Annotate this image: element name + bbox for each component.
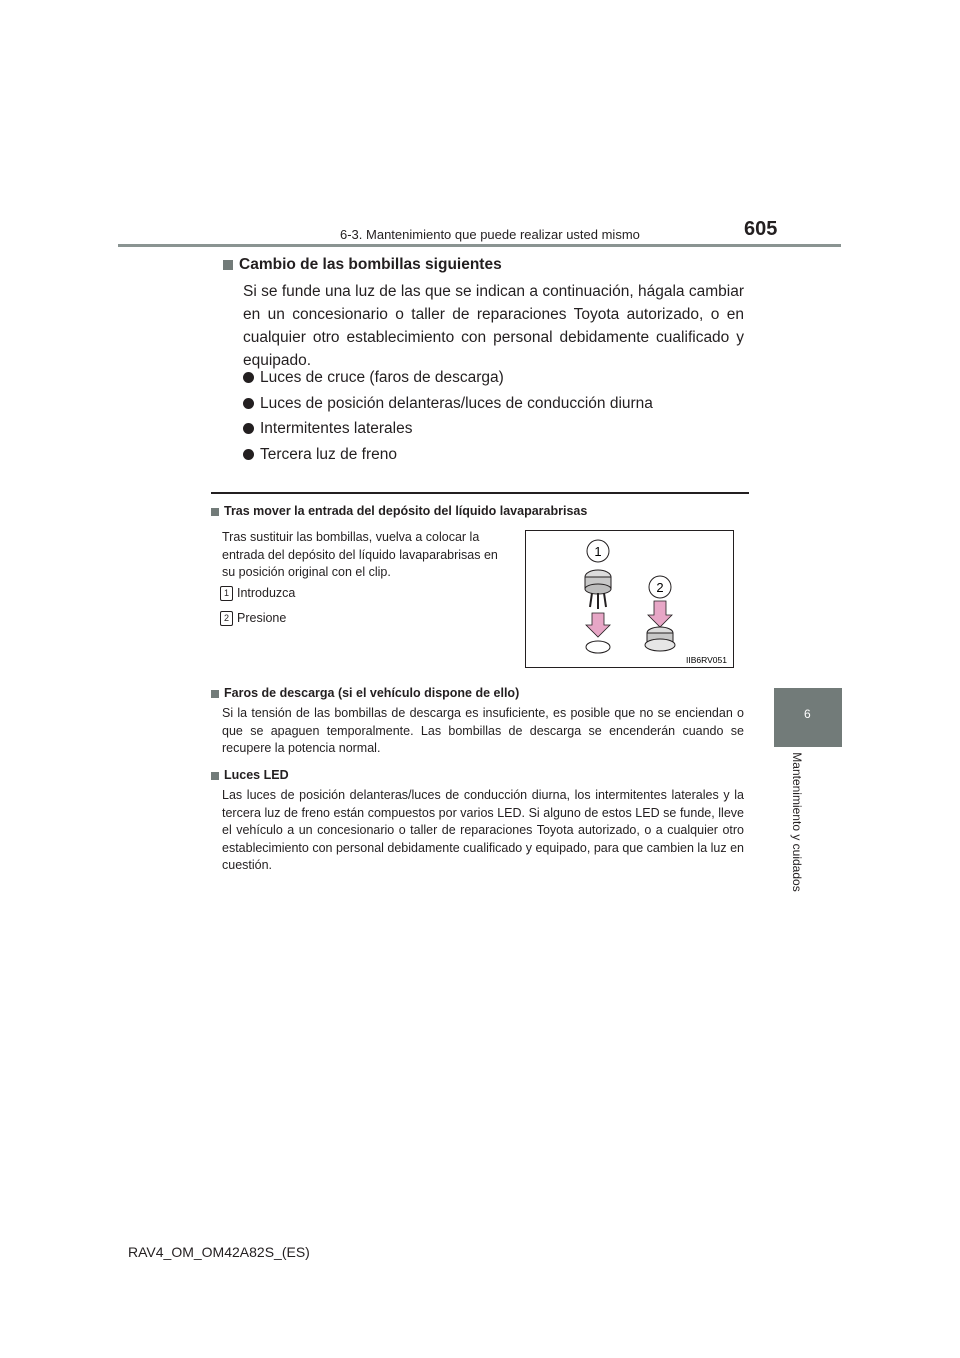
led-paragraph: Las luces de posición delanteras/luces de conducción diurna, los intermitentes laterales y la tercera luz de freno están compuestos por varios LED. Si alguno de estos LED se funde, lleve el vehículo a un concesionario o taller de reparaciones Toyota autorizado, o a cualquier otro establecimiento con personal debidamente cualificado y equipado, para que cambien la luz en cuestión. <box>222 788 744 872</box>
chapter-number: 6 <box>804 707 811 721</box>
step-1: 1 Introduzca <box>220 586 295 601</box>
clip-pressed-icon <box>645 627 675 651</box>
square-bullet-icon <box>211 772 219 780</box>
section-separator <box>211 492 749 494</box>
main-paragraph: Si se funde una luz de las que se indican a continuación, hágala cambiar en un concesionario o taller de reparaciones Toyota autorizado, o en cualquier otro establecimiento con personal debidamente cualificado y equipado. <box>243 283 744 369</box>
bullet-dot-icon <box>243 398 254 409</box>
discharge-heading: Faros de descarga (si el vehículo dispone de ello) <box>211 686 519 700</box>
square-bullet-icon <box>211 508 219 516</box>
square-bullet-icon <box>211 690 219 698</box>
discharge-paragraph: Si la tensión de las bombillas de descarga es insuficiente, es posible que no se enciendan o que se apaguen temporalmente. Las bombillas de descarga se encenderán cuando se recupere la potencia normal. <box>222 706 744 755</box>
led-heading: Luces LED <box>211 768 289 782</box>
list-item: Tercera luz de freno <box>243 445 653 471</box>
hole-outline-icon <box>586 641 610 653</box>
header-rule <box>118 244 841 247</box>
callout-2-label: 2 <box>656 580 664 595</box>
chapter-title: Mantenimiento y cuidados <box>790 752 804 892</box>
bullet-dot-icon <box>243 423 254 434</box>
square-bullet-icon <box>223 260 233 270</box>
list-item: Luces de cruce (faros de descarga) <box>243 368 653 394</box>
list-item: Luces de posición delanteras/luces de conducción diurna <box>243 394 653 420</box>
main-heading <box>223 256 502 274</box>
page-number: 605 <box>744 218 778 240</box>
step-number-badge: 1 <box>220 586 233 601</box>
bulb-list <box>243 368 653 470</box>
header-section-title: 6-3. Mantenimiento que puede realizar usted mismo <box>340 227 640 242</box>
press-arrow-icon <box>648 601 672 627</box>
clip-illustration <box>525 530 734 668</box>
list-item: Intermitentes laterales <box>243 419 653 445</box>
callout-1-label: 1 <box>594 544 602 559</box>
bullet-dot-icon <box>243 449 254 460</box>
bullet-dot-icon <box>243 372 254 383</box>
clip-insert-icon <box>585 570 611 609</box>
footer-doc-code: RAV4_OM_OM42A82S_(ES) <box>128 1244 310 1260</box>
washer-paragraph: Tras sustituir las bombillas, vuelva a colocar la entrada del depósito del líquido lavaparabrisas en su posición original con el clip. <box>222 530 498 579</box>
figure-code: IIB6RV051 <box>686 655 727 665</box>
insert-arrow-icon <box>586 613 610 637</box>
step-2: 2 Presione <box>220 611 286 626</box>
step-number-badge: 2 <box>220 611 233 626</box>
clip-illustration-svg <box>526 531 733 667</box>
main-heading-text: Cambio de las bombillas siguientes <box>239 256 502 273</box>
washer-heading: Tras mover la entrada del depósito del líquido lavaparabrisas <box>211 504 587 518</box>
